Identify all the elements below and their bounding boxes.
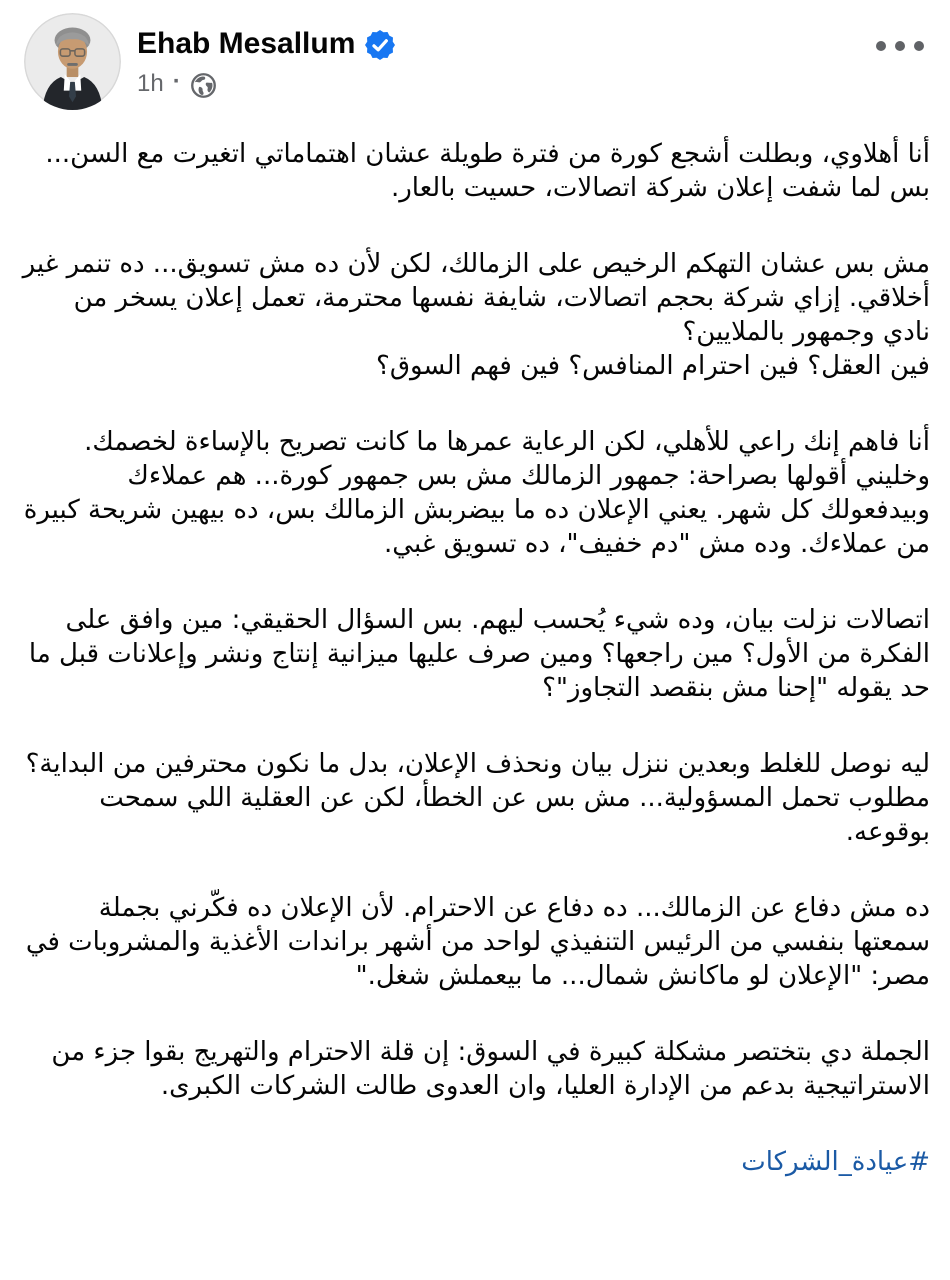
post-paragraph bbox=[20, 247, 930, 383]
more-options-button[interactable] bbox=[870, 35, 930, 57]
post-body bbox=[20, 137, 930, 1103]
post-text-line: مطلوب تحمل المسؤولية... مش بس عن الخطأ، لكن عن العقلية اللي سمحت بوقوعه. bbox=[99, 783, 930, 847]
post-text-line: مش بس عشان التهكم الرخيص على الزمالك، لكن لأن ده مش تسويق... ده تنمر غير أخلاقي. إزاي شركة بحجم اتصالات، شايفة نفسها محترمة، تعمل إعلان يسخر من نادي وجمهور بالملايين؟ bbox=[22, 249, 930, 347]
post-text-line: الجملة دي بتختصر مشكلة كبيرة في السوق: إن قلة الاحترام والتهريج بقوا جزء من الاستراتيجية بدعم من الإدارة العليا، وان العدوى طالت الشركات الكبرى. bbox=[51, 1037, 930, 1101]
post-text-line: أنا أهلاوي، وبطلت أشجع كورة من فترة طويلة عشان اهتماماتي اتغيرت مع السن... bbox=[45, 139, 930, 169]
profile-photo bbox=[24, 13, 121, 110]
ellipsis-dot bbox=[895, 41, 905, 51]
post-text-line: اتصالات نزلت بيان، وده شيء يُحسب ليهم. بس السؤال الحقيقي: مين وافق على الفكرة من الأول؟ مين راجعها؟ ومين صرف عليها ميزانية إنتاج ونشر وإعلانات قبل ما حد يقوله "إحنا مش بنقصد التجاوز"؟ bbox=[28, 605, 930, 703]
post-text-line: فين العقل؟ فين احترام المنافس؟ فين فهم السوق؟ bbox=[376, 351, 930, 381]
timestamp[interactable]: 1h bbox=[137, 70, 164, 97]
post-text-line: أنا فاهم إنك راعي للأهلي، لكن الرعاية عمرها ما كانت تصريح بالإساءة لخصمك. وخليني أقولها بصراحة: جمهور الزمالك مش بس جمهور كورة... هم عملاءك وبيدفعولك كل شهر. يعني الإعلان ده ما بيضربش الزمالك بس، ده بيهين شريحة كبيرة من عملاءك. وده مش "دم خفيف"، ده تسويق غبي. bbox=[23, 427, 930, 559]
globe-privacy-icon bbox=[190, 72, 217, 99]
post-paragraph bbox=[20, 1035, 930, 1103]
post-text-line: ده مش دفاع عن الزمالك... ده دفاع عن الاحترام. لأن الإعلان ده فكّرني بجملة سمعتها بنفسي من الرئيس التنفيذي لواحد من أشهر براندات الأغذية والمشروبات في مصر: "الإعلان لو ماكانش شمال... ما بيعملش شغل." bbox=[25, 893, 930, 991]
dot-separator: · bbox=[172, 68, 181, 95]
post-paragraph bbox=[20, 891, 930, 993]
post-paragraph bbox=[20, 137, 930, 205]
post-paragraph bbox=[20, 747, 930, 849]
avatar[interactable] bbox=[24, 13, 121, 110]
post-header bbox=[20, 13, 930, 110]
ellipsis-dot bbox=[914, 41, 924, 51]
ellipsis-dot bbox=[876, 41, 886, 51]
author-name[interactable]: Ehab Mesallum bbox=[137, 27, 356, 60]
post-paragraph bbox=[20, 603, 930, 705]
post-text-line: بس لما شفت إعلان شركة اتصالات، حسيت بالعار. bbox=[390, 173, 930, 203]
verified-badge-icon bbox=[365, 30, 395, 60]
hashtag-row bbox=[20, 1145, 930, 1179]
post-text-line: ليه نوصل للغلط وبعدين ننزل بيان ونحذف الإعلان، بدل ما نكون محترفين من البداية؟ bbox=[25, 749, 930, 779]
header-info bbox=[137, 13, 395, 98]
hashtag-link[interactable]: #عيادة_الشركات bbox=[741, 1147, 930, 1177]
post-paragraph bbox=[20, 425, 930, 561]
